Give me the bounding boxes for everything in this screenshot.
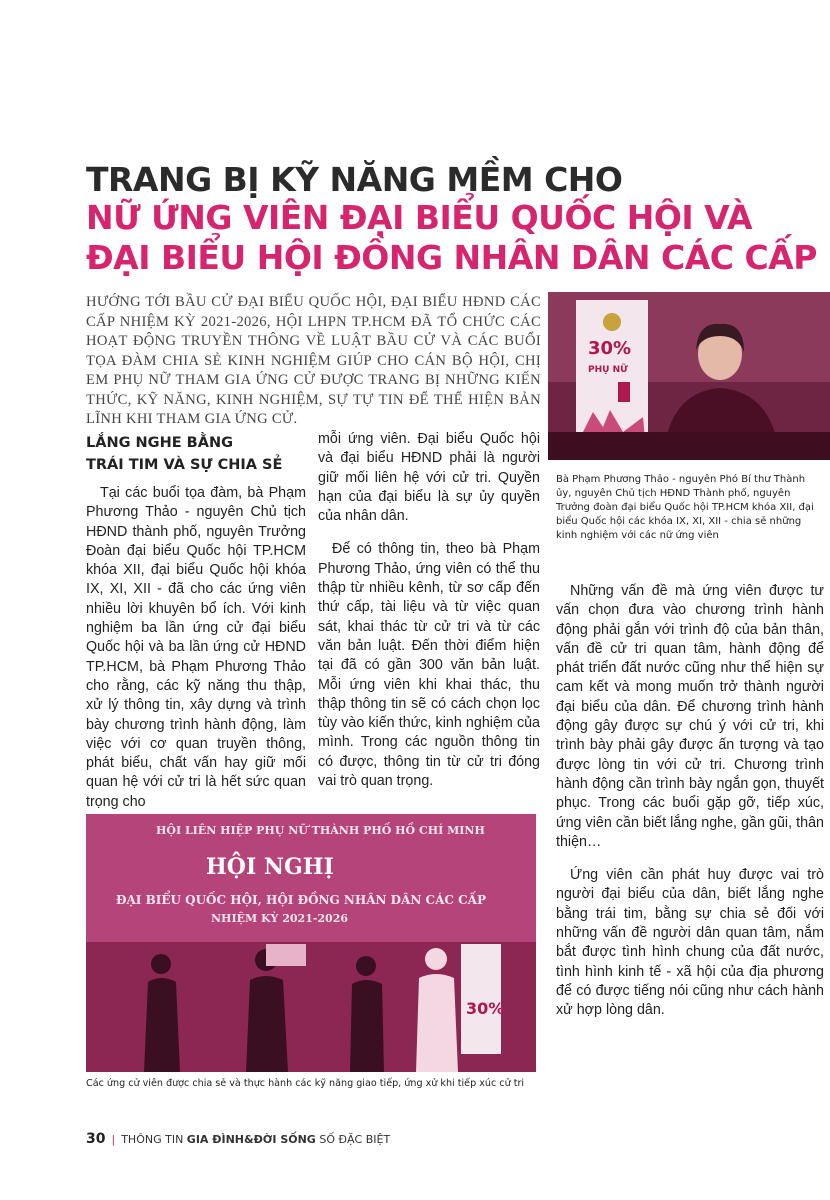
column-2 <box>318 430 540 805</box>
footer-text-2: GIA ĐÌNH <box>186 1133 244 1146</box>
col2-paragraph-2: Để có thông tin, theo bà Phạm Phương Thảo, ứng viên có thể thu thập từ nhiều kênh, từ sơ cấp đến thứ cấp, tài liệu và từ việc quan sát, khai thác từ cử tri và từ các văn bản luật. Đến thời điểm hiện tại đã có gần 300 văn bản luật. Mỗi ứng viên khi khai thác, thu thập thông tin sẽ có cách chọn lọc tùy vào kiến thức, kinh nghiệm của mình. Trong các nguồn thông tin có được, thông tin từ cử tri đóng vai trò quan trọng. <box>318 541 540 790</box>
conference-photo <box>86 814 536 1072</box>
bottom-poster-percent: 30% <box>466 999 505 1018</box>
section-subheading <box>86 432 282 476</box>
poster-percent: 30% <box>588 338 632 359</box>
footer-text-3: & <box>243 1133 254 1146</box>
col3-paragraph-2: Ứng viên cần phát huy được vai trò người đại biểu của dân, biết lắng nghe bằng trái tim, bằng sự chia sẻ đối với những vấn đề người dân quan tâm, nắm bắt được tình hình chung của đất nước, tình hình kinh tế - xã hội của địa phương để có được tiếng nói cũng như cách hành xử hợp lòng dân. <box>556 867 824 1019</box>
headline-line-1: TRANG BỊ KỸ NĂNG MỀM CHO <box>86 160 623 199</box>
banner-term: NHIỆM KỲ 2021-2026 <box>211 912 349 925</box>
col1-paragraph-1: Tại các buổi tọa đàm, bà Phạm Phương Thảo - nguyên Chủ tịch HĐND thành phố, nguyên Trưởng Đoàn đại biểu Quốc hội TP.HCM khóa XII, đại biểu Quốc hội khóa IX, XI, XII - đã cho các ứng viên nhiều lời khuyên bổ ích. Với kinh nghiệm ba lần ứng cử đại biểu Quốc hội và ba lần ứng cử HĐND TP.HCM, bà Phạm Phương Thảo cho rằng, các kỹ năng thu thập, xử lý thông tin, xây dựng và trình bày chương trình hành động, làm việc với cơ quan truyền thông, phát biểu, chất vấn hay giữ mối quan hệ với cử tri là hết sức quan trọng cho <box>86 485 306 810</box>
page-number: 30 <box>86 1131 106 1147</box>
lead-paragraph: HƯỚNG TỚI BẦU CỬ ĐẠI BIỂU QUỐC HỘI, ĐẠI BIỂU HĐND CÁC CẤP NHIỆM KỲ 2021-2026, HỘI LHPN TP.HCM ĐÃ TỔ CHỨC CÁC HOẠT ĐỘNG TRUYỀN THÔNG VỀ LUẬT BẦU CỬ VÀ CÁC BUỔI TỌA ĐÀM CHIA SẺ KINH NGHIỆM GIÚP CHO CÁN BỘ HỘI, CHỊ EM PHỤ NỮ THAM GIA ỨNG CỬ ĐƯỢC TRANG BỊ NHỮNG KIẾN THỨC, KỸ NĂNG, KINH NGHIỆM, SỰ TỰ TIN ĐỂ THỂ HIỆN BẢN LĨNH KHI THAM GIA ỨNG CỬ. <box>86 294 541 427</box>
subheading-line-1: LẮNG NGHE BẰNG <box>86 435 233 451</box>
headline-line-3: ĐẠI BIỂU HỘI ĐỒNG NHÂN DÂN CÁC CẤP <box>86 238 817 277</box>
column-3 <box>556 582 824 1035</box>
column-1 <box>86 484 306 826</box>
headline-line-2: NỮ ỨNG VIÊN ĐẠI BIỂU QUỐC HỘI VÀ <box>86 198 753 237</box>
speaker-photo-caption: Bà Phạm Phương Thảo - nguyên Phó Bí thư Thành ủy, nguyên Chủ tịch HĐND Thành phố, nguyên Trưởng đoàn đại biểu Quốc hội TP.HCM khóa XII, đại biểu Quốc hội các khóa IX, XI, XII - chia sẻ những kinh nghiệm với các nữ ứng viên <box>556 474 814 541</box>
footer-text-5: SỐ ĐẶC BIỆT <box>319 1133 391 1146</box>
footer-divider: | <box>111 1133 116 1146</box>
conference-photo-illustration <box>86 814 536 1072</box>
conference-photo-caption: Các ứng cử viên được chia sẻ và thực hành các kỹ năng giao tiếp, ứng xử khi tiếp xúc cử tri <box>86 1078 525 1089</box>
col2-paragraph-1: mỗi ứng viên. Đại biểu Quốc hội và đại biểu HĐND phải là người giữ mối liên hệ với cử tri. Quyền hạn của đại biểu là sự ủy quyền của nhân dân. <box>318 431 540 525</box>
speaker-photo <box>548 292 830 460</box>
poster-label: PHỤ NỮ <box>588 365 628 375</box>
banner-org: HỘI LIÊN HIỆP PHỤ NỮ THÀNH PHỐ HỒ CHÍ MINH <box>156 824 485 837</box>
col3-paragraph-1: Những vấn đề mà ứng viên được tư vấn chọn đưa vào chương trình hành động phải gắn với trình độ của bản thân, vấn đề cử tri quan tâm, hành động để phát triển đất nước cũng như thể hiện sự cam kết và mong muốn trở thành người đại biểu của dân. Để chương trình hành động gây được sự chú ý với cử tri, khi trình bày phải gây được ấn tượng và tạo được lòng tin với cử tri. Chương trình hành động cần trình bày ngắn gọn, thuyết phục. Trong các buổi gặp gỡ, tiếp xúc, ứng viên cần biết lắng nghe, gần gũi, thân thiện… <box>556 583 824 850</box>
page-footer <box>86 1131 390 1147</box>
subheading-line-2: TRÁI TIM VÀ SỰ CHIA SẺ <box>86 457 283 473</box>
banner-title: HỘI NGHỊ <box>206 854 334 880</box>
footer-text-1: THÔNG TIN <box>121 1133 184 1146</box>
footer-text-4: ĐỜI SỐNG <box>253 1133 316 1146</box>
speaker-photo-illustration <box>548 292 830 460</box>
banner-line-2: ĐẠI BIỂU QUỐC HỘI, HỘI ĐỒNG NHÂN DÂN CÁC CẤP <box>116 893 487 907</box>
